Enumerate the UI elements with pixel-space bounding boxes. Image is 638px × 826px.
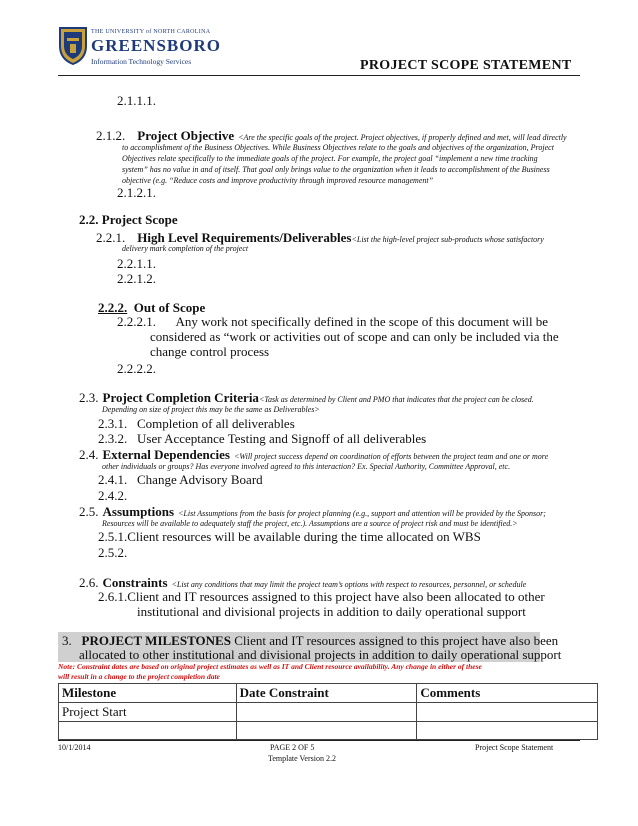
section-241: 2.4.1. Change Advisory Board <box>98 472 263 487</box>
section-26-heading: 2.6. Constraints <List any conditions that may limit the project team’s options with respect to resources, personnel, or schedule <box>79 575 527 590</box>
section-261: 2.6.1.Client and IT resources assigned to this project have also been allocated to other <box>98 589 545 604</box>
section-221-heading: 2.2.1. High Level Requirements/Deliverables<List the high-level project sub-products whose satisfactory <box>96 230 544 245</box>
section-22-heading: 2.2. Project Scope <box>79 212 178 227</box>
table-cell[interactable] <box>236 703 417 722</box>
logo-its-line: Information Technology Services <box>91 57 192 66</box>
table-cell[interactable] <box>417 722 598 740</box>
footer-divider <box>58 740 580 741</box>
section-25-heading: 2.5. Assumptions <List Assumptions from the basis for project planning (e.g., support and attention will be provided by the Sponsor; <box>79 504 546 519</box>
section-212-desc: to accomplishment of the Business Objectives. While Business Objectives relate to the goals and objectives of the organization, Project <box>122 143 554 152</box>
section-232: 2.3.2. User Acceptance Testing and Signoff of all deliverables <box>98 431 427 446</box>
logo-greensboro: GREENSBORO <box>91 36 221 55</box>
section-2212: 2.2.1.2. <box>117 271 156 286</box>
footer-page-number: PAGE 2 OF 5 <box>270 743 315 752</box>
section-2121: 2.1.2.1. <box>117 185 156 200</box>
footer-template-version: Template Version 2.2 <box>268 754 336 763</box>
col-comments: Comments <box>417 684 598 703</box>
section-2222: 2.2.2.2. <box>117 361 156 376</box>
section-23-heading: 2.3. Project Completion Criteria<Task as determined by Client and PMO that indicates that the project can be closed. <box>79 390 534 405</box>
table-cell[interactable] <box>236 722 417 740</box>
page-title: PROJECT SCOPE STATEMENT <box>360 58 572 73</box>
section-2211: 2.2.1.1. <box>117 256 156 271</box>
table-cell[interactable] <box>59 722 237 740</box>
col-date-constraint: Date Constraint <box>236 684 417 703</box>
footer-doc-name: Project Scope Statement <box>475 743 554 752</box>
table-cell[interactable]: Project Start <box>59 703 237 722</box>
section-251: 2.5.1.Client resources will be available during the time allocated on WBS <box>98 529 481 544</box>
table-row <box>59 703 598 722</box>
header-divider <box>58 75 580 76</box>
section-222-heading: 2.2.2. Out of Scope <box>98 300 206 315</box>
section-24-heading: 2.4. External Dependencies <Will project success depend on coordination of efforts between the project team and one or more <box>79 447 549 462</box>
table-cell[interactable] <box>417 703 598 722</box>
section-212-heading: 2.1.2. Project Objective <Are the specific goals of the project. Project objectives, if properly defined and met, will lead directly <box>96 128 567 143</box>
col-milestone: Milestone <box>59 684 237 703</box>
section-3-heading: 3. PROJECT MILESTONES Client and IT resources assigned to this project have also been <box>62 633 559 648</box>
constraint-note: Note: Constraint dates are based on original project estimates as well as IT and Client resource availability. Any change in either of these will result in a change to the project completion date <box>58 662 482 681</box>
section-231: 2.3.1. Completion of all deliverables <box>98 416 295 431</box>
milestones-table <box>58 683 598 740</box>
section-3-line2: allocated to other institutional and divisional projects in addition to daily operational support <box>79 647 562 662</box>
shield-icon <box>58 26 88 66</box>
footer-date: 10/1/2014 <box>58 743 91 752</box>
table-row <box>59 722 598 740</box>
section-242: 2.4.2. <box>98 488 128 503</box>
section-252: 2.5.2. <box>98 545 128 560</box>
logo-university-line: THE UNIVERSITY of NORTH CAROLINA <box>91 29 211 35</box>
table-header-row <box>59 684 598 703</box>
section-2221: 2.2.2.1. Any work not specifically defined in the scope of this document will be <box>117 314 549 329</box>
section-2111: 2.1.1.1. <box>117 93 156 108</box>
